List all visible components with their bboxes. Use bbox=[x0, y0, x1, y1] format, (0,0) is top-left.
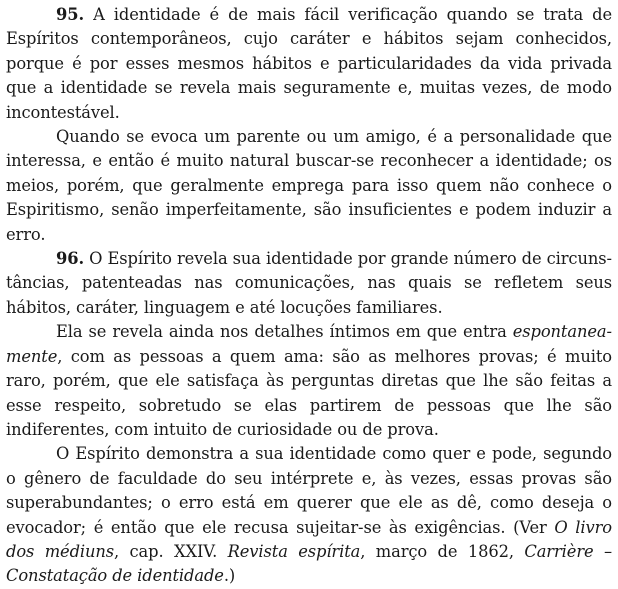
italic-term: espontaneamente bbox=[6, 322, 612, 366]
paragraph-evoca bbox=[6, 125, 612, 247]
paragraph-demonstra bbox=[6, 442, 612, 588]
paragraph-96 bbox=[6, 247, 612, 320]
paragraph-text: A identidade é de mais fácil verificação quando se trata de Espíritos contemporâneos, cujo caráter e hábitos sejam conhecidos, porque é por esses mesmos hábitos e particularidades da vida privada que a identidade se revela mais seguramente e, muitas vezes, de modo incontestável. bbox=[6, 5, 612, 122]
paragraph-revela bbox=[6, 320, 612, 442]
paragraph-number: 95. bbox=[56, 5, 85, 24]
paragraph-text: , março de 1862, bbox=[360, 541, 525, 561]
paragraph-number: 96. bbox=[56, 249, 85, 269]
paragraph-text: O Espírito demonstra a sua identidade como quer e pode, segundo o gênero de faculdade do seu intérprete e, às vezes, essas provas são superabundantes; o erro está em querer que ele as dê, como deseja o evocador; é então que ele recusa sujeitar-se às exigências. (Ver bbox=[6, 444, 612, 537]
paragraph-text: Quando se evoca um parente ou um amigo, é a personalidade que interessa, e então é muito natural buscar-se reconhecer a identidade; os meios, porém, que geralmente emprega para isso quem não conhece o Espiritismo, senão imperfeitamente, são insuficientes e podem induzir a erro. bbox=[6, 127, 612, 244]
paragraph-text: , com as pessoas a quem ama: são as melhores provas; é muito raro, porém, que ele satisfaça às perguntas diretas que lhe são feitas a esse respeito, sobretudo se elas partirem de pessoas que lhe são indiferentes, com intuito de curiosidade ou de prova. bbox=[6, 346, 612, 439]
journal-title: Revista espírita bbox=[227, 541, 361, 561]
paragraph-text: O Espírito revela sua identidade por grande número de circunstâncias, patenteadas nas comunicações, nas quais se refletem seus hábitos, caráter, linguagem e até locuções familiares. bbox=[6, 249, 612, 317]
article-title: Carrière – Constatação de identidade bbox=[6, 541, 612, 586]
paragraph-text: , cap. XXIV. bbox=[114, 541, 228, 561]
paragraph-text: Ela se revela ainda nos detalhes íntimos em que entra bbox=[56, 322, 513, 342]
paragraph-text: .) bbox=[223, 566, 236, 586]
paragraph-95 bbox=[6, 3, 612, 125]
book-title: O livro dos médiuns bbox=[6, 517, 612, 561]
